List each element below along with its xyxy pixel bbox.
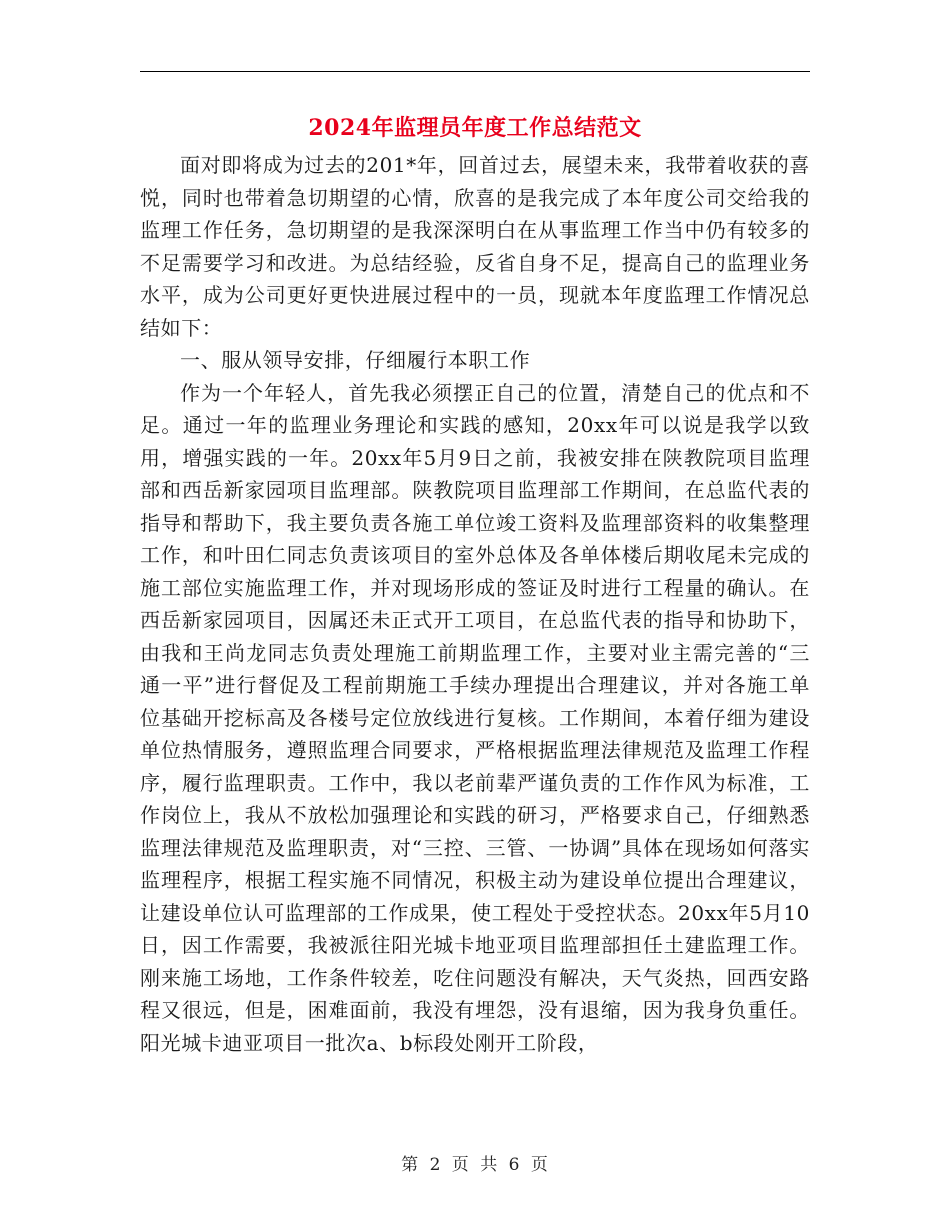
section-heading: 一、服从领导安排，仔细履行本职工作 — [180, 348, 531, 372]
body-paragraph: 作为一个年轻人，首先我必须摆正自己的位置，清楚自己的优点和不足。通过一年的监理业务理论和实践的感知，20xx年可以说是我学以致用，增强实践的一年。20xx年5月9日之前，我被安排在陕教院项目监理部和西岳新家园项目监理部。陕教院项目监理部工作期间，在总监代表的指导和帮助下，我主要负责各施工单位竣工资料及监理部资料的收集整理工作，和叶田仁同志负责该项目的室外总体及各单体楼后期收尾未完成的施工部位实施监理工作，并对现场形成的签证及时进行工程量的确认。在西岳新家园项目，因属还未正式开工项目，在总监代表的指导和协助下，由我和王尚龙同志负责处理施工前期监理工作，主要对业主需完善的“三通一平”进行督促及工程前期施工手续办理提出合理建议，并对各施工单位基础开挖标高及各楼号定位放线进行复核。工作期间，本着仔细为建设单位热情服务，遵照监理合同要求，严格根据监理法律规范及监理工作程序，履行监理职责。工作中，我以老前辈严谨负责的工作作风为标准，工作岗位上，我从不放松加强理论和实践的研习，严格要求自己，仔细熟悉监理法律规范及监理职责，对“三控、三管、一协调”具体在现场如何落实监理程序，根据工程实施不同情况，积极主动为建设单位提出合理建议，让建设单位认可监理部的工作成果，使工程处于受控状态。20xx年5月10日，因工作需要，我被派往阳光城卡地亚项目监理部担任土建监理工作。刚来施工场地，工作条件较差，吃住问题没有解决，天气炎热，回西安路程又很远，但是，困难面前，我没有埋怨，没有退缩，因为我身负重任。阳光城卡迪亚项目一批次a、b标段处刚开工阶段， — [140, 380, 810, 1055]
header-rule — [140, 71, 810, 72]
intro-paragraph: 面对即将成为过去的201*年，回首过去，展望未来，我带着收获的喜悦，同时也带着急切期望的心情，欣喜的是我完成了本年度公司交给我的监理工作任务，急切期望的是我深深明白在从事监理工作当中仍有较多的不足需要学习和改进。为总结经验，反省自身不足，提高自己的监理业务水平，成为公司更好更快进展过程中的一员，现就本年度监理工作情况总结如下： — [140, 153, 810, 340]
document-title: 2024年监理员年度工作总结范文 — [308, 115, 642, 141]
page-number-footer: 第 2 页 共 6 页 — [401, 1155, 549, 1175]
document-body — [140, 149, 810, 1059]
